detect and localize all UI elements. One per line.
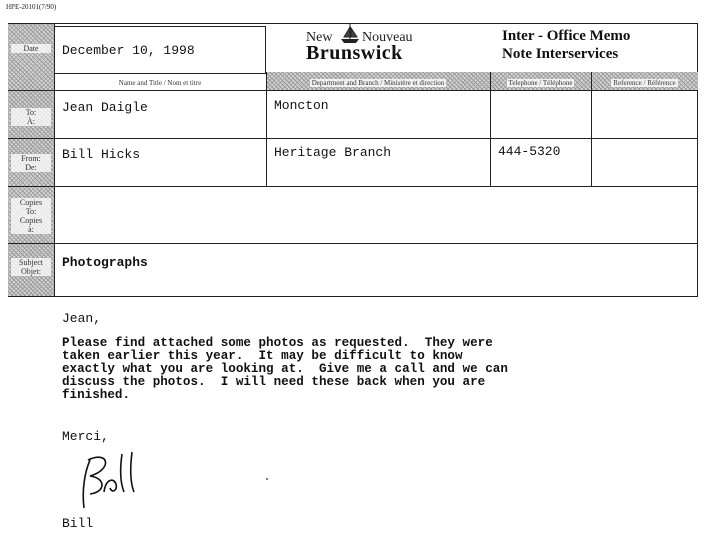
to-department: Moncton	[274, 98, 329, 113]
body-line: finished.	[62, 388, 131, 402]
body-line: exactly what you are looking at. Give me a call and we can	[62, 362, 508, 376]
form-code: HPE-20101(7/90)	[6, 3, 57, 11]
body-paragraph	[62, 337, 622, 402]
logo-nouveau: Nouveau	[362, 30, 413, 45]
salutation: Jean,	[62, 311, 102, 326]
date-value: December 10, 1998	[62, 43, 195, 58]
grid-line	[8, 90, 698, 91]
from-name: Bill Hicks	[62, 147, 141, 162]
body-line: taken earlier this year. It may be difficult to know	[62, 349, 463, 363]
body-line: Please find attached some photos as requested. They were	[62, 336, 493, 350]
signature-name: Bill	[62, 516, 94, 531]
column-header-name: Name and Title / Nom et titre	[118, 79, 202, 87]
memo-title-fr: Note Interservices	[502, 46, 619, 62]
handwritten-signature	[76, 448, 156, 512]
closing: Merci,	[62, 429, 109, 444]
memo-title-en: Inter - Office Memo	[502, 28, 631, 44]
logo-new: New	[306, 30, 333, 45]
to-name: Jean Daigle	[62, 100, 148, 115]
to-label: To: À:	[8, 108, 54, 126]
column-header-department: Department and Branch / Ministère et direction	[311, 79, 445, 87]
grid-line	[8, 138, 698, 139]
grid-line	[54, 24, 55, 296]
from-label: From: De:	[8, 154, 54, 172]
copies-label: Copies To: Copies à:	[8, 198, 54, 234]
grid-line	[591, 72, 592, 186]
grid-line	[8, 186, 698, 187]
date-label: Date	[8, 44, 54, 53]
subject-value: Photographs	[62, 255, 148, 270]
column-header-telephone: Telephone / Téléphone	[508, 79, 573, 87]
from-department: Heritage Branch	[274, 145, 392, 160]
subject-label: Subject Objet:	[8, 258, 54, 276]
grid-line	[490, 72, 491, 186]
column-header-reference: Reference / Référence	[613, 79, 676, 87]
logo-brunswick: Brunswick	[306, 42, 403, 64]
body-line: discuss the photos. I will need these back when you are	[62, 375, 486, 389]
grid-line	[8, 243, 698, 244]
stray-mark	[266, 478, 268, 480]
from-telephone: 444-5320	[498, 144, 561, 159]
grid-line	[266, 72, 267, 186]
memo-title	[502, 27, 630, 63]
